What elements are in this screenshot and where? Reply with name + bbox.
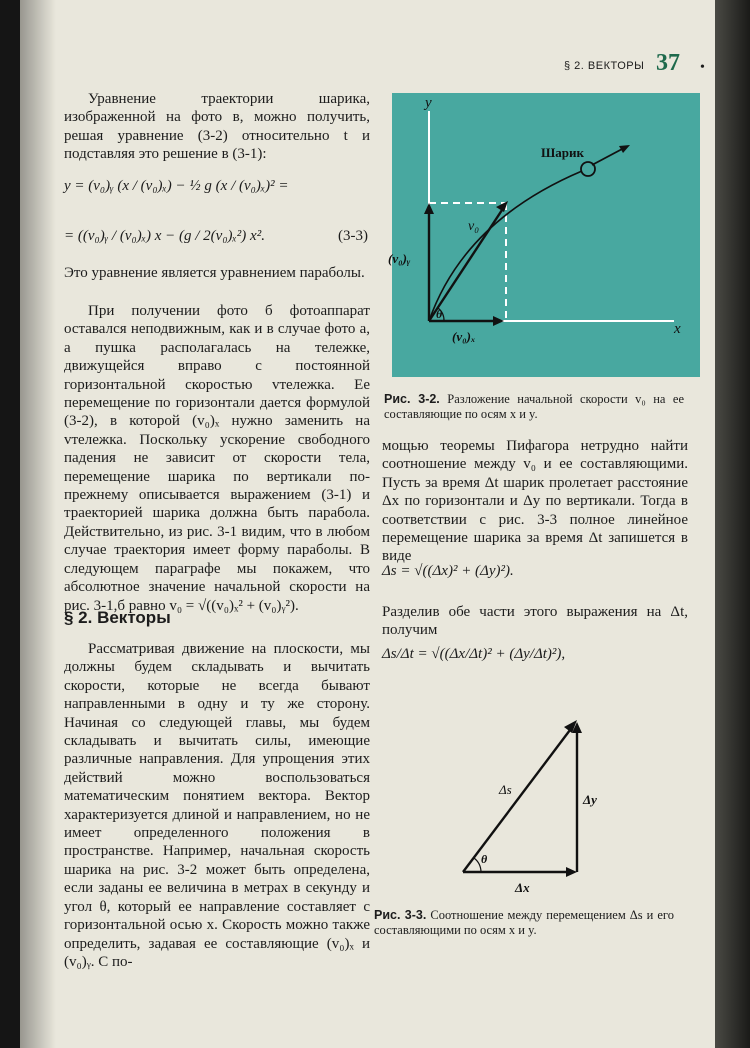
- equation-delta-s-over-t: Δs/Δt = √((Δx/Δt)² + (Δy/Δt)²),: [382, 646, 566, 662]
- figure-3-2-caption: [384, 392, 684, 422]
- header-mark: •: [700, 60, 705, 75]
- figure-3-3-caption: [374, 908, 674, 938]
- paragraph-parabola: Это уравнение является уравнением параболы.: [64, 265, 365, 281]
- delta-x-arrowhead: [566, 867, 577, 877]
- figure-3-2-drawing: [388, 93, 700, 377]
- paragraph-pythagoras: мощью теоремы Пифагора нетрудно найти соотношение между v₀ и ее составляющими. Пусть за время Δt шарик пролетает расстояние Δx по горизонтали и Δy по вертикали. Тогда в соответствии с рис. 3-3 полное линейное перемещение шарика за время Δt запишется в виде: [382, 438, 688, 565]
- fig32-label-v0x: (v₀)ₓ: [452, 329, 476, 344]
- delta-s-vector: [463, 726, 573, 872]
- page-right-edge: [715, 0, 750, 1048]
- fig32-label-y: y: [425, 95, 432, 111]
- figure-3-3: [455, 712, 625, 902]
- figure-3-2-caption-number: Рис. 3-2.: [384, 392, 440, 406]
- page-number: 37: [656, 50, 680, 76]
- fig33-label-dx: Δx: [515, 880, 530, 895]
- fig32-label-v0: v₀: [468, 219, 480, 234]
- theta-arc: [474, 858, 481, 872]
- running-header: § 2. ВЕКТОРЫ: [564, 60, 645, 72]
- fig32-label-v0y: (v₀)ᵧ: [388, 251, 411, 266]
- figure-3-2-caption-text: Разложение начальной скорости v₀ на ее составляющие по осям x и y.: [384, 392, 685, 421]
- equation-delta-s: Δs = √((Δx)² + (Δy)²).: [382, 563, 514, 579]
- paragraph-trajectory: Уравнение траектории шарика, изображенной на фото в, можно получить, решая уравнение (3-2) относительно t и подставляя это решение в (3-1):: [64, 91, 370, 163]
- equation-trajectory-line1: y = (v₀)ᵧ (x / (v₀)ₓ) − ½ g (x / (v₀)ₓ)² =: [64, 178, 289, 194]
- paragraph-vectors: Рассматривая движение на плоскости, мы должны будем складывать и вычитать скорости, которые не всегда бывают направленными в одну и ту же сторону. Начиная со следующей главы, мы будем складывать и вычитать силы, имеющие различные направления. Для упрощения этих действий можно воспользоваться математическим понятием вектора. Вектор характеризуется длиной и направлением, но не имеет определенного положения в пространстве. Например, начальная скорость шарика на рис. 3-2 может быть определена, если заданы ее величина в метрах в секунду и угол θ, который ее направление составляет с горизонтальной осью x. Скорость можно также определить, задавая ее составляющие (v₀)ₓ и (v₀)ᵧ. С по-: [64, 641, 370, 970]
- equation-number: (3-3): [338, 228, 368, 244]
- page-spine-shadow: [20, 0, 56, 1048]
- figure-3-3-drawing: [455, 712, 625, 902]
- fig32-label-theta: θ: [436, 307, 443, 321]
- fig33-label-theta: θ: [481, 852, 488, 866]
- fig32-label-ball: Шарик: [541, 145, 584, 160]
- section-title: § 2. Векторы: [64, 608, 171, 627]
- paragraph-divide: Разделив обе части этого выражения на Δt, получим: [382, 604, 688, 639]
- figure-3-3-caption-text: Соотношение между перемещением Δs и его составляющими по осям x и y.: [374, 908, 674, 937]
- fig33-label-dy: Δy: [583, 792, 597, 807]
- fig33-label-ds: Δs: [499, 782, 512, 797]
- paragraph-photo-b: При получении фото б фотоаппарат оставался неподвижным, как и в случае фото а, а пушка располагалась на тележке, движущейся вправо с постоянной горизонтальной скоростью vтележка. Ее перемещение по горизонтали дается формулой (3-2), в которой (v₀)ₓ нужно заменить на vтележка. Поскольку ускорение свободного падения не зависит от скорости тела, перемещение шарика по вертикали по-прежнему описывается выражением (3-1) и траекторией шарика должна быть парабола. Действительно, из рис. 3-1 видим, что в любом случае траектория имеет форму параболы. В следующем параграфе мы покажем, что абсолютное значение начальной скорости на рис. 3-1,б равно v₀ = √((v₀)ₓ² + (v₀)ᵧ²).: [64, 303, 370, 614]
- fig32-label-x: x: [674, 321, 681, 337]
- figure-3-2: [388, 93, 700, 377]
- figure-background: [392, 93, 700, 377]
- equation-trajectory-line2: = ((v₀)ᵧ / (v₀)ₓ) x − (g / 2(v₀)ₓ²) x².: [64, 228, 265, 244]
- figure-3-3-caption-number: Рис. 3-3.: [374, 908, 427, 922]
